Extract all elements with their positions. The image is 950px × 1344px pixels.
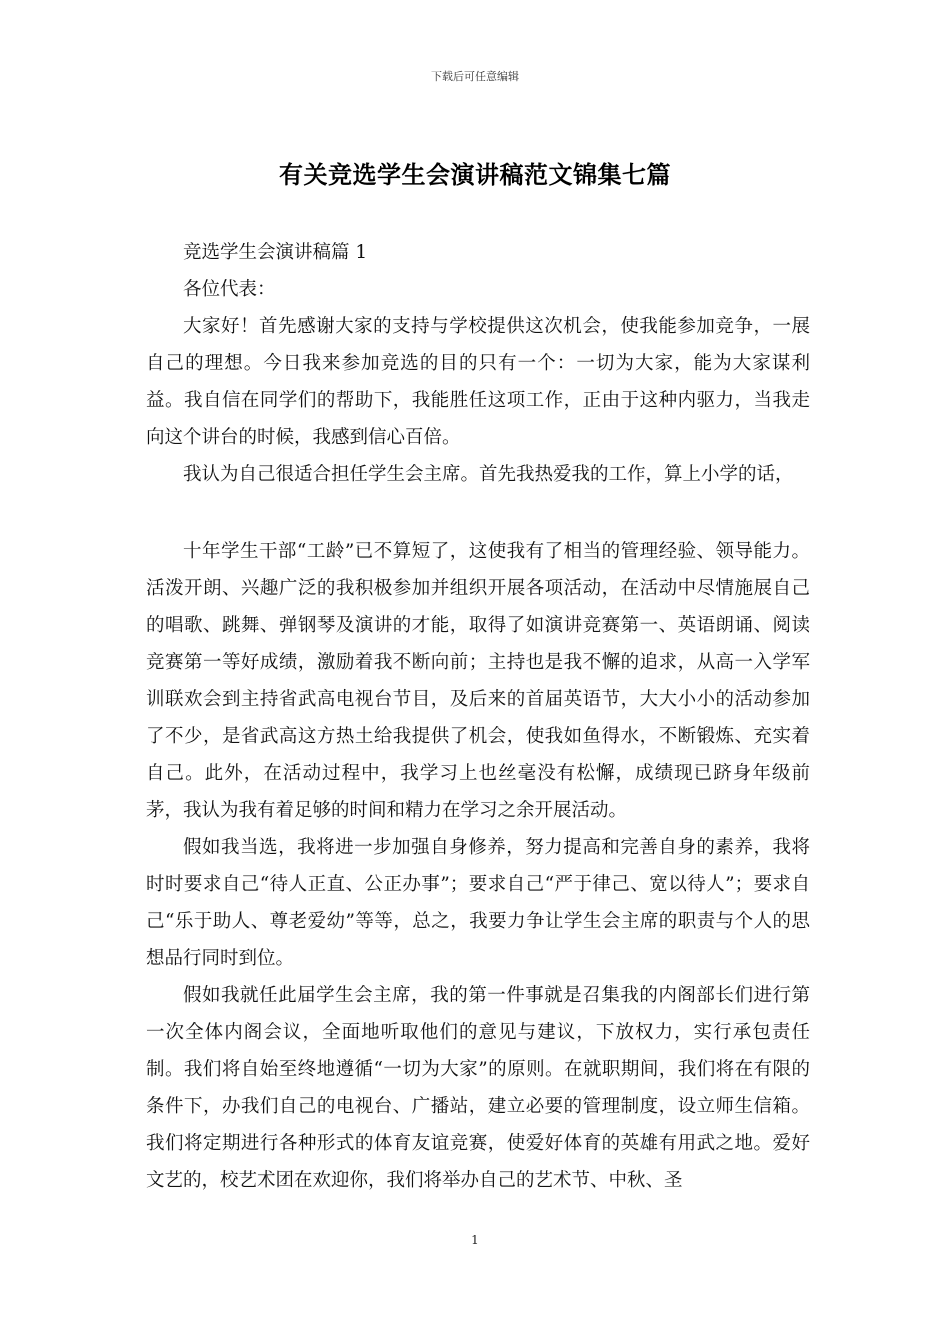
salutation: 各位代表： <box>183 279 276 300</box>
page-number: 1 <box>471 1233 479 1247</box>
paragraph: 大家好！首先感谢大家的支持与学校提供这次机会，使我能参加竞争，一展自己的理想。今日我来参加竞选的目的只有一个：一切为大家，能为大家谋利益。我自信在同学们的帮助下，我能胜任这项工作，正由于这种内驱力，当我走向这个讲台的时候，我感到信心百倍。 <box>146 316 810 448</box>
body-section-1 <box>146 234 810 493</box>
paragraph: 我认为自己很适合担任学生会主席。首先我热爱我的工作，算上小学的话， <box>183 464 794 485</box>
header-note: 下载后可任意编辑 <box>431 70 519 83</box>
section-heading: 竞选学生会演讲稿篇 1 <box>183 242 368 263</box>
document-title: 有关竞选学生会演讲稿范文锦集七篇 <box>279 160 671 189</box>
paragraph: 十年学生干部“工龄”已不算短了，这使我有了相当的管理经验、领导能力。活泼开朗、兴趣广泛的我积极参加并组织开展各项活动，在活动中尽情施展自己的唱歌、跳舞、弹钢琴及演讲的才能，取得了如演讲竞赛第一、英语朗诵、阅读竞赛第一等好成绩，激励着我不断向前；主持也是我不懈的追求，从高一入学军训联欢会到主持省武高电视台节目，及后来的首届英语节，大大小小的活动参加了不少，是省武高这方热土给我提供了机会，使我如鱼得水，不断锻炼、充实着自己。此外，在活动过程中，我学习上也丝毫没有松懈，成绩现已跻身年级前茅，我认为我有着足够的时间和精力在学习之余开展活动。 <box>146 541 810 821</box>
body-section-2 <box>146 533 810 1199</box>
paragraph: 假如我就任此届学生会主席，我的第一件事就是召集我的内阁部长们进行第一次全体内阁会议，全面地听取他们的意见与建议，下放权力，实行承包责任制。我们将自始至终地遵循“一切为大家”的原则。在就职期间，我们将在有限的条件下，办我们自己的电视台、广播站，建立必要的管理制度，设立师生信箱。我们将定期进行各种形式的体育友谊竞赛，使爱好体育的英雄有用武之地。爱好文艺的，校艺术团在欢迎你，我们将举办自己的艺术节、中秋、圣 <box>146 985 810 1191</box>
paragraph: 假如我当选，我将进一步加强自身修养，努力提高和完善自身的素养，我将时时要求自己“待人正直、公正办事”；要求自己“严于律己、宽以待人”；要求自己“乐于助人、尊老爱幼”等等，总之，我要力争让学生会主席的职责与个人的思想品行同时到位。 <box>146 837 810 969</box>
